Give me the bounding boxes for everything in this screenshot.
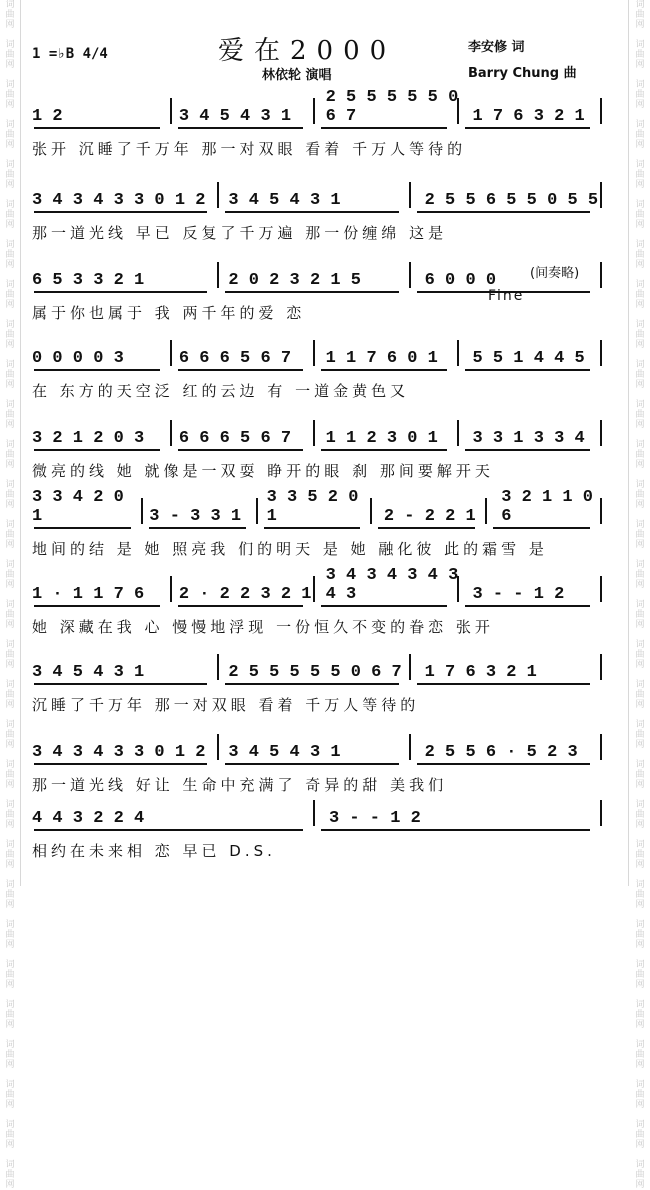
measure: 3 4 3 4 3 3 0 1 2 [32, 191, 206, 210]
measure: 2 0 2 3 2 1 5 [228, 271, 361, 290]
notation-row [32, 262, 606, 290]
beam-underline [465, 449, 591, 451]
beam-underline [465, 369, 591, 371]
lyrics-row: 她 深藏在我 心 慢慢地浮现 一份恒久不变的眷恋 张开 [32, 618, 494, 636]
measure: 2 - 2 2 1 [383, 507, 476, 526]
beam-underline [34, 829, 303, 831]
beam-underline [34, 605, 160, 607]
measure: 3 4 5 4 3 1 [228, 191, 341, 210]
measure: 1 7 6 3 2 1 [472, 107, 585, 126]
song-title: 爱在2000 [218, 36, 397, 66]
beam-underline [178, 369, 304, 371]
beam-underline [465, 605, 591, 607]
beam-underline [34, 127, 160, 129]
measure: 3 2 1 1 0 6 [501, 488, 594, 526]
measure: 3 - - 1 2 [329, 809, 421, 828]
score-line [0, 88, 650, 168]
beam-underline [378, 527, 475, 529]
notation-row [32, 88, 606, 126]
lyrics-row: 沉睡了千万年 那一对双眼 看着 千万人等待的 [32, 696, 420, 714]
measure: 1 7 6 3 2 1 [424, 663, 537, 682]
score-line [0, 734, 650, 804]
beam-underline [34, 449, 160, 451]
measure: 3 3 1 3 3 4 [472, 429, 585, 448]
beam-underline [149, 527, 246, 529]
measure: 6 6 6 5 6 7 [178, 349, 292, 368]
measure: 3 3 4 2 0 1 [32, 488, 124, 526]
score-line [0, 566, 650, 646]
lyricist-credit: 李安修 词 [468, 40, 525, 55]
score-line [0, 182, 650, 252]
score-line [0, 800, 650, 870]
beam-underline [178, 605, 304, 607]
measure: 4 4 3 2 2 4 [32, 809, 145, 828]
beam-underline [493, 527, 590, 529]
measure: 3 4 3 4 3 3 0 1 2 [32, 743, 206, 762]
beam-underline [34, 369, 160, 371]
notation-row [32, 420, 606, 448]
beam-underline [417, 683, 590, 685]
measure: 1 1 2 3 0 1 [325, 429, 438, 448]
lyrics-row: 属于你也属于 我 两千年的爱 恋 [32, 304, 306, 322]
beam-underline [34, 291, 207, 293]
measure: 3 - 3 3 1 [149, 507, 242, 526]
measure: 6 6 6 5 6 7 [178, 429, 292, 448]
measure: 3 4 5 4 3 1 [228, 743, 341, 762]
beam-underline [264, 527, 361, 529]
beam-underline [178, 127, 304, 129]
measure: 3 4 3 4 3 4 3 4 3 [325, 566, 459, 604]
beam-underline [225, 763, 398, 765]
lyrics-row: 在 东方的天空泛 红的云边 有 一道金黄色又 [32, 382, 410, 400]
notation-row [32, 734, 606, 762]
fine-marker: Fine [488, 288, 525, 304]
measure: 0 0 0 0 3 [32, 349, 124, 368]
watermark-right: 词 曲 网 词 曲 网 词 曲 网 词 曲 网 词 曲 网 词 曲 网 词 曲 网 词 曲 网 词 曲 网 词 曲 网 词 曲 网 词 曲 网 词 曲 网 词 曲 网 词 曲 网 词 曲 网 词 曲 网 词 曲 网 词 曲 网 词 曲 网 词 曲 网 词 曲 网 词 曲 网 词 曲 网 词 曲 网 词 曲 网 词 曲 网 词 曲 网 词 曲 网 词 曲 网 [635, 0, 645, 1190]
beam-underline [417, 763, 590, 765]
singer-credit: 林依轮 演唱 [262, 68, 332, 83]
measure: 3 4 5 4 3 1 [178, 107, 292, 126]
beam-underline [321, 829, 590, 831]
notation-row [32, 800, 606, 828]
measure: 2 5 5 5 5 5 0 6 7 [228, 663, 402, 682]
lyrics-row: 微亮的线 她 就像是一双耍 睁开的眼 刹 那间要解开天 [32, 462, 494, 480]
measure: 5 5 1 4 4 5 [472, 349, 585, 368]
notation-row [32, 654, 606, 682]
interlude-note: (间奏略) [530, 266, 580, 281]
measure: 2 5 5 5 5 5 0 6 7 [325, 88, 459, 126]
measure: 1 · 1 1 7 6 [32, 585, 145, 604]
beam-underline [34, 527, 131, 529]
key-signature: 1 =♭B 4/4 [32, 46, 108, 62]
notation-row [32, 340, 606, 368]
score-line [0, 654, 650, 724]
lyrics-row: 那一道光线 早已 反复了千万遍 那一份缠绵 这是 [32, 224, 448, 242]
measure: 1 1 7 6 0 1 [325, 349, 438, 368]
lyrics-row: 相约在未来相 恋 早已 D.S. [32, 842, 276, 860]
lyrics-row: 那一道光线 好让 生命中充满了 奇异的甜 美我们 [32, 776, 448, 794]
measure: 6 5 3 3 2 1 [32, 271, 145, 290]
lyrics-row: 地间的结 是 她 照亮我 们的明天 是 她 融化彼 此的霜雪 是 [32, 540, 548, 558]
measure: 3 2 1 2 0 3 [32, 429, 145, 448]
beam-underline [225, 683, 398, 685]
measure: 3 4 5 4 3 1 [32, 663, 145, 682]
beam-underline [417, 211, 590, 213]
measure: 3 - - 1 2 [472, 585, 565, 604]
measure: 1 2 [32, 107, 63, 126]
beam-underline [225, 211, 398, 213]
notation-row [32, 488, 606, 526]
beam-underline [321, 369, 447, 371]
beam-underline [321, 449, 447, 451]
notation-row [32, 182, 606, 210]
beam-underline [225, 291, 398, 293]
score-line [0, 340, 650, 410]
lyrics-row: 张开 沉睡了千万年 那一对双眼 看着 千万人等待的 [32, 140, 467, 158]
notation-row [32, 566, 606, 604]
score-line [0, 420, 650, 490]
beam-underline [34, 683, 207, 685]
measure: 2 5 5 6 · 5 2 3 [424, 743, 578, 762]
measure: 2 5 5 6 5 5 0 5 5 [424, 191, 599, 210]
score-line [0, 488, 650, 568]
watermark-left: 词 曲 网 词 曲 网 词 曲 网 词 曲 网 词 曲 网 词 曲 网 词 曲 网 词 曲 网 词 曲 网 词 曲 网 词 曲 网 词 曲 网 词 曲 网 词 曲 网 词 曲 网 词 曲 网 词 曲 网 词 曲 网 词 曲 网 词 曲 网 词 曲 网 词 曲 网 词 曲 网 词 曲 网 词 曲 网 词 曲 网 词 曲 网 词 曲 网 词 曲 网 词 曲 网 [5, 0, 15, 1190]
beam-underline [178, 449, 304, 451]
beam-underline [465, 127, 591, 129]
composer-credit: Barry Chung 曲 [468, 66, 577, 81]
measure: 3 3 5 2 0 1 [266, 488, 359, 526]
measure: 2 · 2 2 3 2 1 [178, 585, 312, 604]
beam-underline [34, 763, 207, 765]
beam-underline [321, 127, 447, 129]
beam-underline [34, 211, 207, 213]
beam-underline [321, 605, 447, 607]
measure: 6 0 0 0 [424, 271, 497, 290]
